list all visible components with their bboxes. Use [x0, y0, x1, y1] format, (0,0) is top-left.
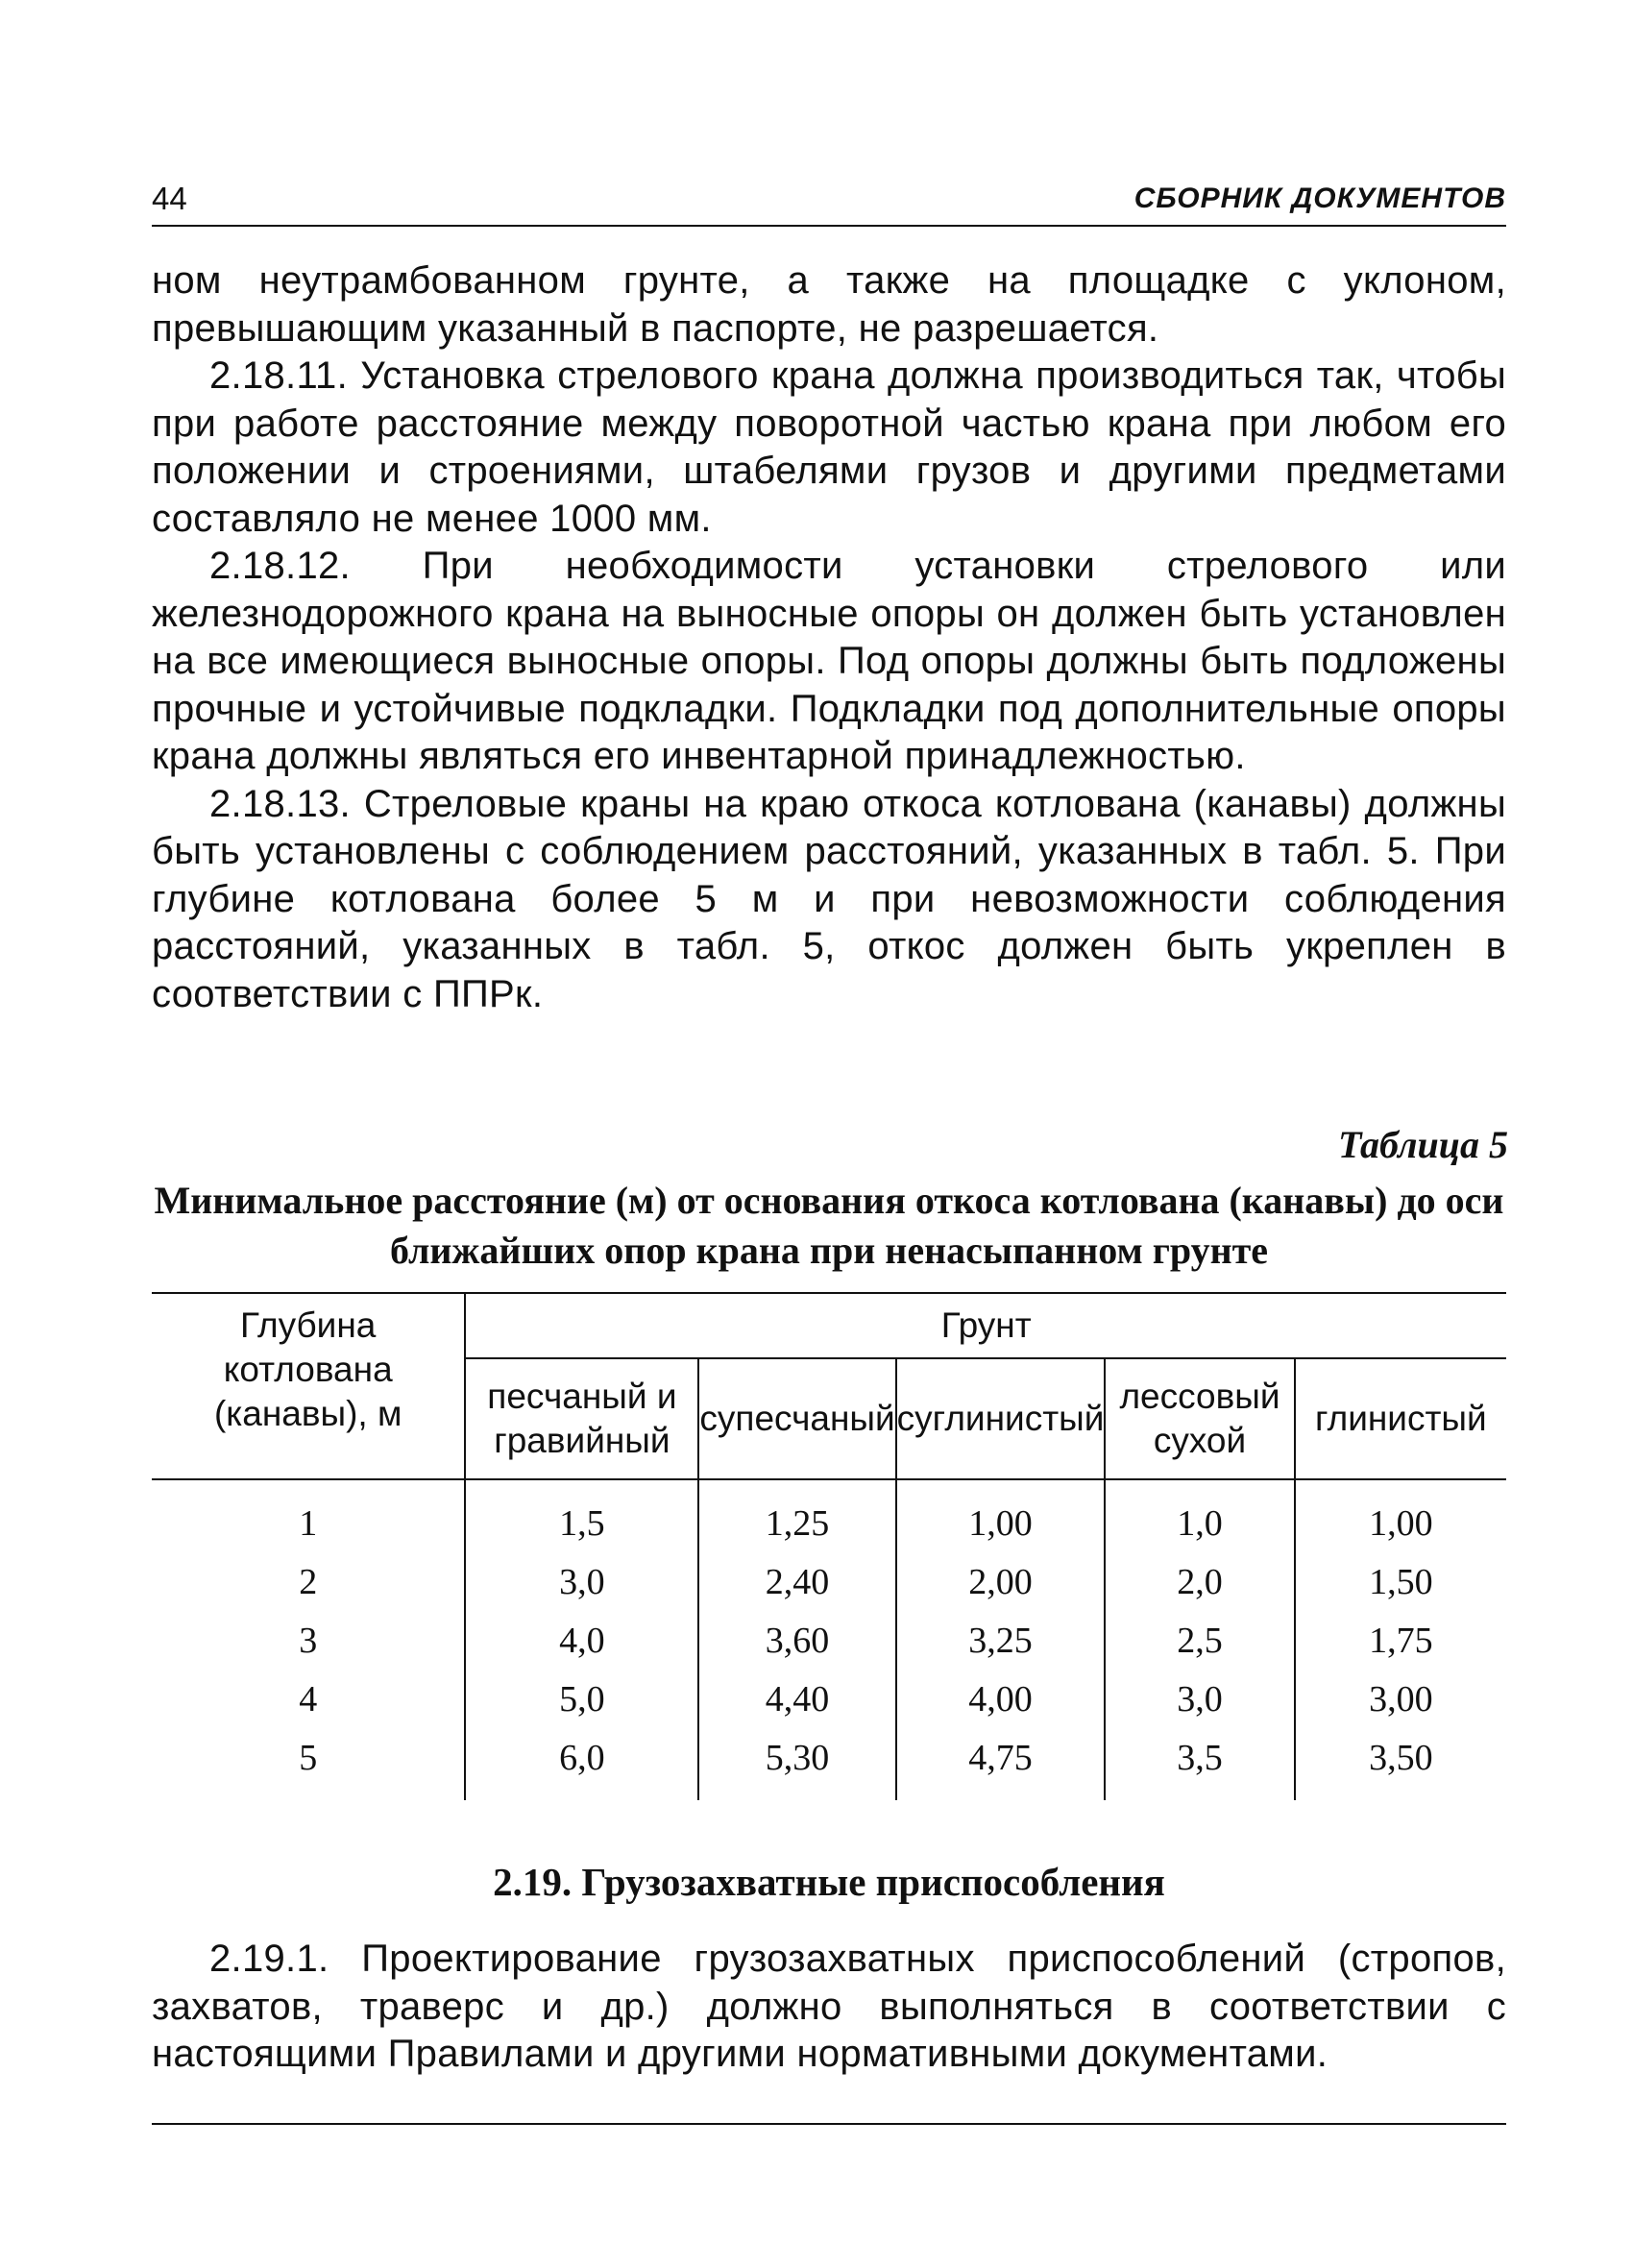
value-cell: 1,00 [896, 1479, 1106, 1552]
table-row [152, 1728, 1506, 1800]
body-text-bottom [152, 1936, 1506, 2079]
section-heading: 2.19. Грузозахватные приспособления [493, 1860, 1165, 1904]
depth-cell: 5 [299, 1737, 318, 1778]
paragraph-2-19-1: 2.19.1. Проектирование грузозахватных приспособлений (стропов, захватов, траверс и др.) должно выполняться в соответствии с настоящими Правилами и другими нормативными документами. [152, 1938, 1506, 2075]
paragraph-2-18-11: 2.18.11. Установка стрелового крана должна производиться так, чтобы при работе расстояние между поворотной частью крана при любом его положении и строениями, штабелями грузов и другими предметами составляло не менее 1000 мм. [152, 354, 1506, 540]
soil-header-loam: суглинистый [896, 1358, 1106, 1479]
value-cell: 1,0 [1105, 1479, 1294, 1552]
value-cell: 2,5 [1105, 1611, 1294, 1670]
value-cell: 3,5 [1105, 1728, 1294, 1800]
value-cell: 4,40 [698, 1670, 895, 1728]
value-cell: 3,60 [698, 1611, 895, 1670]
depth-cell: 3 [299, 1620, 318, 1661]
soil-header-sandy: песчаный и гравийный [465, 1358, 698, 1479]
value-cell: 1,5 [465, 1479, 698, 1552]
value-cell: 1,00 [1295, 1479, 1506, 1552]
table-row [152, 1552, 1506, 1611]
table-row [152, 1611, 1506, 1670]
value-cell: 3,25 [896, 1611, 1106, 1670]
value-cell: 3,0 [465, 1552, 698, 1611]
value-cell: 1,75 [1295, 1611, 1506, 1670]
value-cell: 6,0 [465, 1728, 698, 1800]
value-cell: 5,30 [698, 1728, 895, 1800]
value-cell: 4,75 [896, 1728, 1106, 1800]
value-cell: 1,25 [698, 1479, 895, 1552]
paragraph-continuation: ном неутрамбованном грунте, а также на площадке с уклоном, превышающим указанный в паспорте, не разрешается. [152, 259, 1506, 350]
value-cell: 3,0 [1105, 1670, 1294, 1728]
soil-header-sandy-loam: супесчаный [698, 1358, 895, 1479]
depth-column-header: Глубина котлована (канавы), м [152, 1293, 465, 1479]
value-cell: 4,00 [896, 1670, 1106, 1728]
value-cell: 3,50 [1295, 1728, 1506, 1800]
running-title: СБОРНИК ДОКУМЕНТОВ [1133, 183, 1506, 214]
value-cell: 3,00 [1295, 1670, 1506, 1728]
ground-column-header: Грунт [465, 1293, 1506, 1358]
paragraph-2-18-13: 2.18.13. Стреловые краны на краю откоса котлована (канавы) должны быть установлены с соблюдением расстояний, указанных в табл. 5. При глубине котлована более 5 м и при невозможности соблюдения расстояний, указанных в табл. 5, откос должен быть укреплен в соответствии с ППРк. [152, 782, 1506, 1015]
page-number: 44 [152, 181, 187, 216]
depth-cell: 2 [299, 1561, 318, 1602]
soil-header-loess: лессовый сухой [1105, 1358, 1294, 1479]
value-cell: 2,40 [698, 1552, 895, 1611]
table-row [152, 1479, 1506, 1552]
footer-rule [152, 2123, 1506, 2125]
distance-table [152, 1292, 1506, 1800]
value-cell: 5,0 [465, 1670, 698, 1728]
page-header [152, 181, 1506, 227]
table-label: Таблица 5 [1338, 1123, 1508, 1166]
body-text-top [152, 257, 1506, 1018]
depth-cell: 4 [299, 1678, 318, 1719]
table-caption: Минимальное расстояние (м) от основания откоса котлована (канавы) до оси ближайших опор крана при ненасыпанном грунте [154, 1179, 1504, 1272]
value-cell: 4,0 [465, 1611, 698, 1670]
value-cell: 1,50 [1295, 1552, 1506, 1611]
table-row [152, 1670, 1506, 1728]
soil-header-clay: глинистый [1295, 1358, 1506, 1479]
value-cell: 2,00 [896, 1552, 1106, 1611]
paragraph-2-18-12: 2.18.12. При необходимости установки стрелового или железнодорожного крана на выносные опоры он должен быть установлен на все имеющиеся выносные опоры. Под опоры должны быть подложены прочные и устойчивые подкладки. Подкладки под дополнительные опоры крана должны являться его инвентарной принадлежностью. [152, 545, 1506, 777]
value-cell: 2,0 [1105, 1552, 1294, 1611]
depth-cell: 1 [299, 1502, 318, 1544]
